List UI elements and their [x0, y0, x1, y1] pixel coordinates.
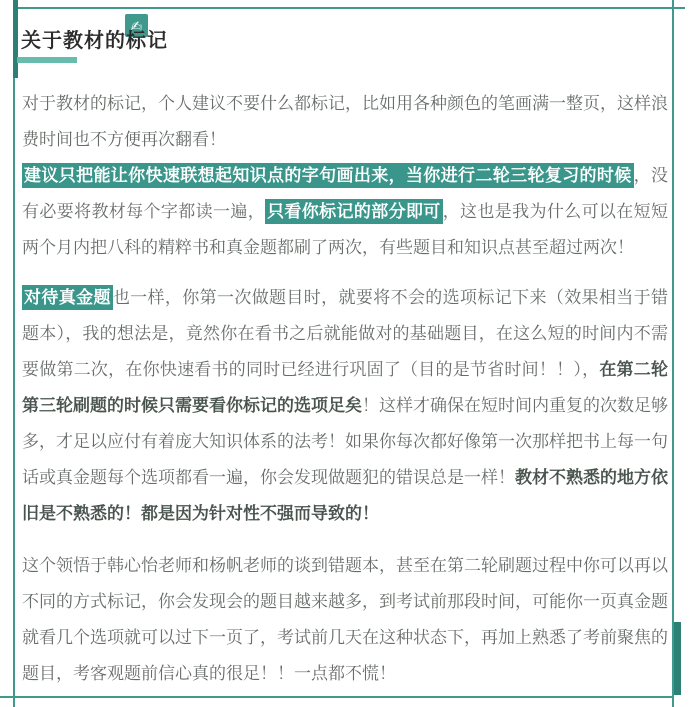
- writing-icon-glyph: ✍: [130, 17, 143, 34]
- frame-left-line: [13, 0, 15, 707]
- bold-emphasis-text: 教材不熟悉的地方依旧是不熟悉的！都是因为针对性不强而导致的！: [22, 468, 668, 523]
- frame-bottom-line: [0, 696, 674, 698]
- body-text: 对于教材的标记，个人建议不要什么都标记，比如用各种颜色的笔画满一整页，这样浪费时间也不方便再次翻看！: [22, 94, 668, 149]
- accent-bar-top-left: [13, 0, 18, 78]
- title-underline: [17, 57, 77, 63]
- accent-bar-bottom-right: [674, 622, 681, 695]
- body-text: ，这也是我为什么可以在短短两个月内把八科的精粹书和真金题都刷了两次，有些题目和知识点甚至超过两次！: [22, 202, 669, 257]
- highlighted-text: 只看你标记的部分即可: [265, 199, 443, 224]
- frame-top-line: [13, 7, 685, 9]
- highlighted-text: 建议只把能让你快速联想起知识点的字句画出来，当你进行二轮三轮复习的时候: [22, 163, 634, 188]
- highlighted-text: 对待真金题: [22, 285, 113, 310]
- bold-emphasis-text: 在第二轮第三轮刷题的时候只需要看你标记的选项足矣: [22, 360, 669, 415]
- paragraph: [22, 158, 668, 266]
- frame-right-line: [672, 0, 674, 707]
- paragraph: [22, 86, 668, 158]
- paragraph: [22, 280, 668, 532]
- body-text: 这个领悟于韩心怡老师和杨帆老师的谈到错题本，甚至在第二轮刷题过程中你可以再以不同的方式标记，你会发现会的题目越来越多，到考试前那段时间，可能你一页真金题就看几个选项就可以过下一页了，考试前几天在这种状态下，再加上熟悉了考前聚焦的题目，考客观题前信心真的很足！！一点都不慌！: [22, 556, 668, 683]
- body-text: 也一样，你第一次做题目时，就要将不会的选项标记下来（效果相当于错题本），我的想法是，竟然你在看书之后就能做对的基础题目，在这么短的时间内不需要做第二次，在你快速看书的同时已经进行巩固了（目的是节省时间！！），: [22, 288, 669, 379]
- paragraph: [22, 548, 668, 692]
- body-text: ！这样才确保在短时间内重复的次数足够多，才足以应付有着庞大知识体系的法考！如果你每次都好像第一次那样把书上每一句话或真金题每个选项都看一遍，你会发现做题犯的错误总是一样！: [22, 396, 668, 487]
- body-text: ，没有必要将教材每个字都读一遍，: [22, 166, 669, 221]
- page-title: 关于教材的标记: [21, 30, 168, 52]
- article-body: [22, 86, 668, 692]
